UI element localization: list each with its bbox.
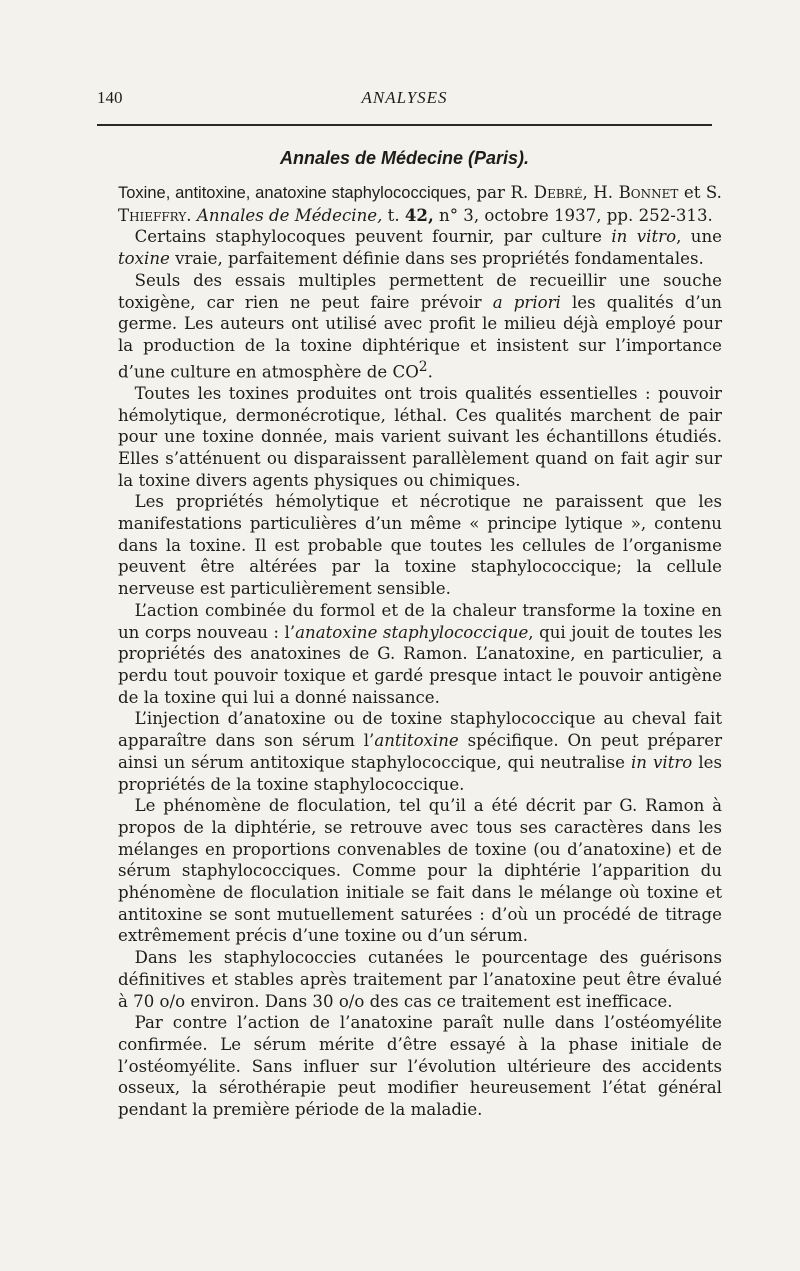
paragraph-5-text-b: , qui jouit de toutes les propriétés des anatoxines de G. Ramon. L’anatoxine, en particulier, a perdu tout pouvoir toxique et gardé presque intact le pouvoir antigène de la toxine qui lui a donné naissance. bbox=[118, 622, 722, 707]
running-head-title: ANALYSES bbox=[361, 88, 448, 107]
paragraph-6-text-b: spécifique. On peut préparer ainsi un sérum antitoxique staphylococcique, qui neutralise bbox=[118, 731, 722, 772]
paragraph-2-italic-a: a priori bbox=[492, 292, 561, 312]
paragraph-5-text-a: L’action combinée du formol et de la chaleur transforme la toxine en un corps nouveau : l’ bbox=[118, 600, 722, 642]
journal-name: Annales de Médecine, bbox=[196, 205, 383, 225]
running-head bbox=[97, 88, 712, 112]
paragraph-7 bbox=[118, 795, 722, 947]
header-rule bbox=[97, 124, 712, 126]
author-thieffry: Thieffry. bbox=[118, 205, 192, 225]
journal-heading: Annales de Médecine (Paris). bbox=[279, 148, 530, 168]
citation bbox=[118, 182, 722, 226]
paragraph-2-text-b: les qualités d’un germe. Les auteurs ont utilisé avec profit le milieu déjà employé pour la production de la toxine diphtérique et insistent sur l’importance d’une culture en atmosphère de CO bbox=[118, 292, 722, 382]
paragraph-1 bbox=[118, 226, 722, 269]
citation-et: et S. bbox=[683, 183, 722, 202]
paragraph-9 bbox=[118, 1012, 722, 1121]
paragraph-6-italic-a: antitoxine bbox=[374, 731, 459, 751]
paragraph-5 bbox=[118, 600, 722, 709]
paragraph-1-italic-a: in vitro bbox=[611, 227, 677, 247]
paragraph-6-italic-b: in vitro bbox=[630, 752, 693, 772]
paragraph-4-text: Les propriétés hémolytique et nécrotique ne paraissent que les manifestations particulières d’un même « principe lytique », contenu dans la toxine. Il est probable que toutes les cellules de l’organisme peuvent être altérées par la toxine staphylococcique; la cellule nerveuse est particulièrement sensible. bbox=[118, 492, 722, 599]
volume-number: 42, bbox=[404, 204, 434, 225]
article-body bbox=[118, 182, 722, 1121]
paragraph-3 bbox=[118, 383, 722, 492]
paragraph-3-text: Toutes les toxines produites ont trois qualités essentielles : pouvoir hémolytique, dermonécrotique, léthal. Ces qualités marchent de pair pour une toxine donnée, mais varient suivant les échantillons étudiés. Elles s’atténuent ou disparaissent parallèlement quand on fait agir sur la toxine divers agents physiques ou chimiques. bbox=[118, 383, 722, 490]
paragraph-5-italic-a: anatoxine staphylococcique bbox=[295, 622, 529, 642]
paragraph-6 bbox=[118, 708, 722, 795]
paragraph-2 bbox=[118, 270, 722, 383]
paragraph-8-text: Dans les staphylococcies cutanées le pourcentage des guérisons définitives et stables après traitement par l’anatoxine peut être évalué à 70 o/o environ. Dans 30 o/o des cas ce traitement est inefficace. bbox=[118, 948, 722, 1011]
paragraph-2-superscript: 2 bbox=[418, 358, 428, 375]
author-debre: Debré, bbox=[533, 183, 588, 202]
issue-info: n° 3, octobre 1937, pp. 252-313. bbox=[439, 205, 713, 225]
author-bonnet: Bonnet bbox=[618, 183, 679, 202]
paragraph-8 bbox=[118, 947, 722, 1012]
citation-initial-h: H. bbox=[593, 183, 614, 202]
page-number: 140 bbox=[97, 88, 123, 107]
paragraph-6-text-c: les propriétés de la toxine staphylococcique. bbox=[118, 752, 722, 794]
paragraph-2-text-a: Seuls des essais multiples permettent de recueillir une souche toxigène, car rien ne peut faire prévoir bbox=[118, 270, 722, 312]
paragraph-1-text-c: vraie, parfaitement définie dans ses propriétés fondamentales. bbox=[169, 249, 704, 269]
paragraph-1-italic-b: toxine bbox=[118, 249, 170, 269]
article-title: Toxine, antitoxine, anatoxine staphylococciques, bbox=[118, 184, 471, 202]
volume-prefix: t. bbox=[387, 205, 400, 225]
paragraph-7-text: Le phénomène de floculation, tel qu’il a été décrit par G. Ramon à propos de la diphtérie, se retrouve avec tous ses caractères dans les mélanges en proportions convenables de toxine (ou d’anatoxine) et de sérum staphylococciques. Comme pour la diphtérie l’apparition du phénomène de floculation initiale se fait dans le mélange où toxine et antitoxine se sont mutuellement saturées : d’où un procédé de titrage extrêmement précis d’une toxine ou d’un sérum. bbox=[118, 796, 722, 946]
citation-by: par R. bbox=[476, 183, 529, 202]
paragraph-1-text-a: Certains staphylocoques peuvent fournir, par culture bbox=[134, 227, 612, 247]
paragraph-9-text: Par contre l’action de l’anatoxine paraît nulle dans l’ostéomyélite confirmée. Le sérum mérite d’être essayé à la phase initiale de l’ostéomyélite. Sans influer sur l’évolution ultérieure des accidents osseux, la sérothérapie peut modifier heureusement l’état général pendant la première période de la maladie. bbox=[118, 1013, 722, 1120]
paragraph-1-text-b: , une bbox=[676, 227, 722, 247]
paragraph-2-text-c: . bbox=[427, 362, 433, 382]
paragraph-4 bbox=[118, 491, 722, 600]
paragraph-6-text-a: L’injection d’anatoxine ou de toxine staphylococcique au cheval fait apparaître dans son sérum l’ bbox=[118, 709, 722, 751]
